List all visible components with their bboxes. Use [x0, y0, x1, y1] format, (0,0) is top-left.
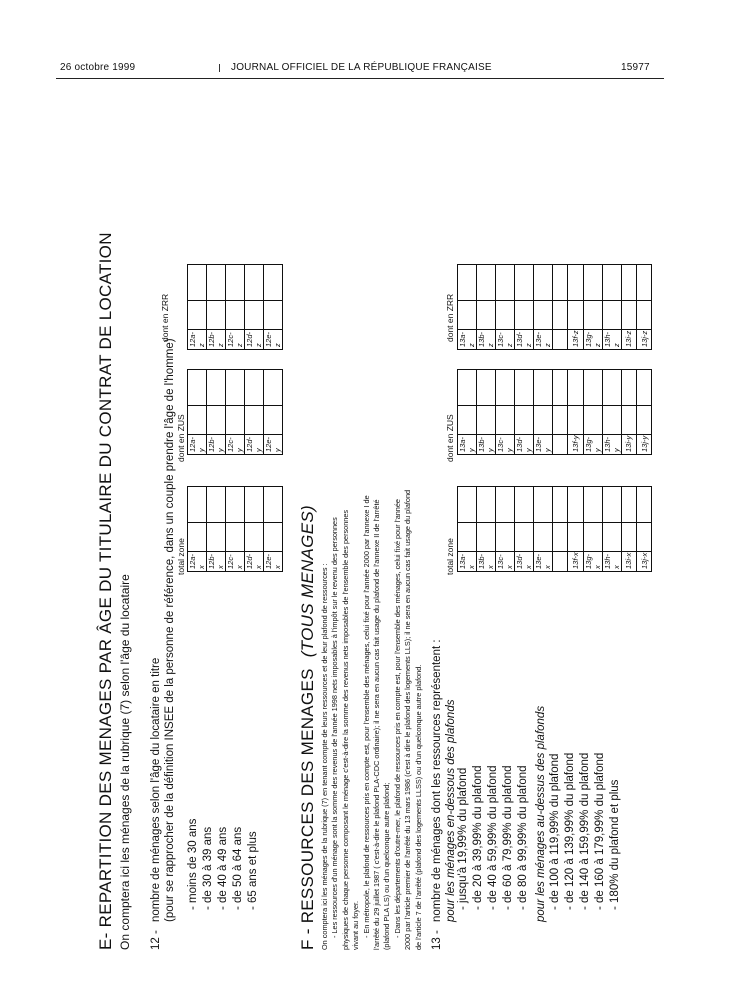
cell-input[interactable] — [583, 265, 602, 301]
cell-input[interactable] — [207, 406, 226, 435]
cell-input[interactable] — [534, 523, 553, 552]
cell-code: 13j-x — [636, 552, 651, 572]
table-row — [621, 265, 636, 350]
cell-code: 13f-z — [568, 330, 583, 350]
cell-code: 12a-x — [188, 552, 207, 572]
cell-code: 13d-x — [515, 552, 534, 572]
cell-input[interactable] — [458, 523, 477, 552]
cell-input[interactable] — [583, 487, 602, 523]
f-row-label: - 180% du plafond et plus — [609, 779, 621, 910]
table-row — [583, 370, 602, 455]
cell-input[interactable] — [458, 301, 477, 330]
cell-input[interactable] — [245, 301, 264, 330]
table-row — [534, 370, 553, 455]
section-e-title: E- REPARTITION DES MENAGES PAR ÂGE DU TITULAIRE DU CONTRAT DE LOCATION — [96, 232, 115, 950]
f-note-line: - En métropole, le plafond de ressources pris en compte est, pour l'ensemble des ménages, celui fixé pour l'année 2000 par l'annexe I de — [361, 495, 371, 938]
cell-input[interactable] — [496, 265, 515, 301]
cell-input[interactable] — [636, 265, 651, 301]
cell-input[interactable] — [245, 370, 264, 406]
table-row — [226, 265, 245, 350]
table-row — [496, 370, 515, 455]
q12-number: 12 - — [150, 930, 162, 950]
cell-input[interactable] — [496, 406, 515, 435]
cell-code: 12d-z — [245, 330, 264, 350]
cell-input[interactable] — [226, 370, 245, 406]
cell-input[interactable] — [553, 523, 568, 552]
table-row — [226, 487, 245, 572]
table-row — [515, 370, 534, 455]
cell-input[interactable] — [515, 301, 534, 330]
cell-input[interactable] — [602, 370, 621, 406]
cell-input[interactable] — [245, 487, 264, 523]
cell-input[interactable] — [264, 487, 283, 523]
cell-code: 13a-y — [458, 435, 477, 455]
section-f-title-italic: (TOUS MENAGES) — [298, 505, 317, 658]
e-table-zrr — [187, 264, 283, 350]
cell-input[interactable] — [583, 406, 602, 435]
cell-input[interactable] — [621, 301, 636, 330]
cell-input[interactable] — [621, 265, 636, 301]
cell-code: 12e-z — [264, 330, 283, 350]
table-row — [245, 487, 264, 572]
table-row — [621, 487, 636, 572]
table-row — [477, 265, 496, 350]
table-row — [583, 265, 602, 350]
cell-input[interactable] — [553, 301, 568, 330]
cell-code: 13i-x — [621, 552, 636, 572]
q12-label: nombre de ménages selon l'âge du locataire en titre — [150, 657, 162, 922]
cell-input[interactable] — [226, 523, 245, 552]
header-journal-title: JOURNAL OFFICIEL DE LA RÉPUBLIQUE FRANÇAISE — [231, 62, 492, 73]
cell-code: 12d-x — [245, 552, 264, 572]
table-row — [207, 265, 226, 350]
cell-code: 13g-x — [583, 552, 602, 572]
cell-input[interactable] — [602, 523, 621, 552]
cell-code: 13c-y — [496, 435, 515, 455]
cell-input[interactable] — [621, 487, 636, 523]
cell-input[interactable] — [458, 370, 477, 406]
table-row — [602, 370, 621, 455]
f-note-line: vivant au foyer. — [351, 900, 361, 950]
e-col-total: total zone — [176, 538, 186, 575]
table-row — [477, 370, 496, 455]
section-f-title-main: F - RESSOURCES DES MENAGES — [298, 668, 317, 950]
cell-input[interactable] — [458, 265, 477, 301]
e-col-zrr: dont en ZRR — [160, 293, 170, 342]
cell-input[interactable] — [458, 487, 477, 523]
f-table-total — [457, 486, 652, 572]
cell-input[interactable] — [534, 370, 553, 406]
f-row-label: - de 60 à 79,99% du plafond — [502, 765, 514, 910]
cell-code: 13c-z — [496, 330, 515, 350]
cell-code: 12c-y — [226, 435, 245, 455]
f-col-total: total zone — [445, 538, 455, 575]
f-table-zus — [457, 369, 652, 455]
table-row — [458, 487, 477, 572]
cell-input[interactable] — [226, 301, 245, 330]
f-note-line: 2000 par l'article premier de l'arrêté du 13 mars 1986 (c'est à dire le plafond des logements LLS); il ne sera en aucun cas fait usage du plafond — [403, 489, 413, 950]
cell-input[interactable] — [515, 265, 534, 301]
cell-input[interactable] — [636, 406, 651, 435]
table-row — [496, 487, 515, 572]
cell-code: 13e-y — [534, 435, 553, 455]
e-row-label: - de 40 à 49 ans — [217, 826, 229, 910]
cell-input[interactable] — [553, 370, 568, 406]
cell-input[interactable] — [188, 301, 207, 330]
f-note-line: - Dans les départements d'outre-mer, le plafond de ressources pris en compte est, pour l'ensemble des ménages, celui fixé pour l'année — [392, 499, 402, 938]
f-row-label: - jusqu'à 19,99% du plafond — [457, 767, 469, 910]
section-f-title — [298, 505, 318, 950]
table-row — [602, 487, 621, 572]
cell-code — [553, 435, 568, 455]
e-row-label: - de 30 à 39 ans — [202, 826, 214, 910]
cell-input[interactable] — [477, 265, 496, 301]
cell-code: 13g-z — [583, 330, 602, 350]
f-row-label: - de 80 à 99,99% du plafond — [517, 765, 529, 910]
cell-code: 12b-x — [207, 552, 226, 572]
cell-code — [553, 330, 568, 350]
table-row — [458, 265, 477, 350]
cell-input[interactable] — [264, 370, 283, 406]
table-row — [568, 265, 583, 350]
cell-code: 13i-y — [621, 435, 636, 455]
cell-input[interactable] — [477, 301, 496, 330]
table-row — [264, 265, 283, 350]
header-page-number: 15977 — [621, 62, 650, 73]
table-row — [636, 370, 651, 455]
f-row-label: - de 40 à 59,99% du plafond — [487, 765, 499, 910]
e-table-total — [187, 486, 283, 572]
cell-input[interactable] — [515, 406, 534, 435]
table-row — [245, 265, 264, 350]
f-row-label: - de 160 à 179,99% du plafond — [594, 752, 606, 910]
cell-code: 12d-y — [245, 435, 264, 455]
cell-code: 12b-z — [207, 330, 226, 350]
cell-input[interactable] — [534, 265, 553, 301]
cell-input[interactable] — [568, 301, 583, 330]
cell-input[interactable] — [226, 265, 245, 301]
cell-code: 13d-y — [515, 435, 534, 455]
cell-input[interactable] — [477, 487, 496, 523]
cell-input[interactable] — [188, 523, 207, 552]
cell-input[interactable] — [636, 301, 651, 330]
cell-input[interactable] — [264, 301, 283, 330]
f-note-line: de l'article 7 de l'arrêté (plafond des logements LLSS) ou d'un quelconque autre plafond. — [413, 664, 423, 950]
f-col-zus: dont en ZUS — [445, 414, 455, 462]
cell-input[interactable] — [583, 523, 602, 552]
table-row — [553, 487, 568, 572]
f-table-zrr — [457, 264, 652, 350]
cell-code: 12c-z — [226, 330, 245, 350]
cell-code: 12c-x — [226, 552, 245, 572]
cell-input[interactable] — [621, 406, 636, 435]
cell-input[interactable] — [188, 370, 207, 406]
cell-input[interactable] — [636, 523, 651, 552]
cell-code: 13b-y — [477, 435, 496, 455]
cell-input[interactable] — [207, 265, 226, 301]
cell-code: 12b-y — [207, 435, 226, 455]
cell-input[interactable] — [621, 523, 636, 552]
cell-input[interactable] — [602, 406, 621, 435]
cell-input[interactable] — [245, 265, 264, 301]
table-row — [515, 487, 534, 572]
header-rule — [56, 78, 664, 79]
cell-input[interactable] — [207, 523, 226, 552]
cell-input[interactable] — [602, 301, 621, 330]
cell-code: 13a-x — [458, 552, 477, 572]
table-row — [188, 487, 207, 572]
f-note-line: - Les ressources d'un ménage sont la somme des revenus de l'année 1998 nets imposables à l'impôt sur le revenu des personnes — [330, 517, 340, 938]
cell-input[interactable] — [496, 301, 515, 330]
cell-input[interactable] — [583, 301, 602, 330]
table-row — [515, 265, 534, 350]
cell-input[interactable] — [568, 487, 583, 523]
table-row — [207, 487, 226, 572]
cell-input[interactable] — [207, 301, 226, 330]
table-row — [188, 370, 207, 455]
cell-input[interactable] — [602, 487, 621, 523]
cell-code: 12a-y — [188, 435, 207, 455]
cell-input[interactable] — [568, 370, 583, 406]
cell-code: 13c-x — [496, 552, 515, 572]
f-note-line: physiques de chaque personne composant le ménage c'est-à-dire la somme des revenus nets imposables de l'ensemble des personnes — [340, 509, 350, 950]
table-row — [621, 370, 636, 455]
cell-code: 13f-x — [568, 552, 583, 572]
cell-code: 13h-x — [602, 552, 621, 572]
cell-code: 13a-z — [458, 330, 477, 350]
cell-input[interactable] — [264, 265, 283, 301]
f-note-line: l'arrêté du 29 juillet 1987 ( c'est-à-dire le plafond PLA-CDC ordinaire); il ne sera en aucun cas fait usage du plafond de l'annexe II de l'arrêté — [372, 499, 381, 950]
cell-input[interactable] — [515, 523, 534, 552]
table-row — [207, 370, 226, 455]
e-row-label: - 65 ans et plus — [247, 831, 259, 910]
cell-input[interactable] — [553, 406, 568, 435]
table-row — [496, 265, 515, 350]
rotated-form-page — [90, 90, 690, 970]
header-tick — [219, 64, 220, 72]
table-row — [568, 370, 583, 455]
cell-code: 12e-y — [264, 435, 283, 455]
cell-input[interactable] — [568, 523, 583, 552]
cell-input[interactable] — [477, 523, 496, 552]
cell-code: 13g-y — [583, 435, 602, 455]
cell-input[interactable] — [553, 265, 568, 301]
q13-label: nombre de ménages dont les ressources représentent : — [431, 639, 443, 922]
cell-input[interactable] — [226, 406, 245, 435]
cell-input[interactable] — [553, 487, 568, 523]
cell-input[interactable] — [515, 487, 534, 523]
e-col-zus: dont en ZUS — [176, 414, 186, 462]
f-row-label: - de 100 à 119,99% du plafond — [549, 753, 561, 910]
table-row — [636, 265, 651, 350]
f-col-zrr: dont en ZRR — [445, 293, 455, 342]
cell-code: 13h-y — [602, 435, 621, 455]
cell-input[interactable] — [636, 370, 651, 406]
cell-input[interactable] — [515, 370, 534, 406]
cell-input[interactable] — [583, 370, 602, 406]
cell-input[interactable] — [568, 265, 583, 301]
cell-code: 13e-x — [534, 552, 553, 572]
cell-input[interactable] — [534, 406, 553, 435]
table-row — [458, 370, 477, 455]
table-row — [583, 487, 602, 572]
cell-input[interactable] — [602, 265, 621, 301]
header-date: 26 octobre 1999 — [60, 62, 136, 73]
cell-input[interactable] — [226, 487, 245, 523]
cell-code: 12a-z — [188, 330, 207, 350]
table-row — [568, 487, 583, 572]
e-row-label: - moins de 30 ans — [187, 818, 199, 910]
cell-input[interactable] — [245, 406, 264, 435]
table-row — [477, 487, 496, 572]
table-row — [226, 370, 245, 455]
cell-input[interactable] — [568, 406, 583, 435]
cell-code: 13h-z — [602, 330, 621, 350]
table-row — [245, 370, 264, 455]
cell-code: 13b-z — [477, 330, 496, 350]
e-row-label: - de 50 à 64 ans — [232, 826, 244, 910]
cell-input[interactable] — [264, 523, 283, 552]
table-row — [264, 370, 283, 455]
cell-input[interactable] — [207, 370, 226, 406]
cell-input[interactable] — [534, 487, 553, 523]
cell-input[interactable] — [496, 487, 515, 523]
cell-code: 13j-y — [636, 435, 651, 455]
q13-sub-above: pour les ménages au-dessus des plafonds — [535, 705, 547, 922]
cell-input[interactable] — [636, 487, 651, 523]
cell-input[interactable] — [245, 523, 264, 552]
cell-input[interactable] — [496, 523, 515, 552]
cell-input[interactable] — [207, 487, 226, 523]
table-row — [188, 265, 207, 350]
table-row — [553, 265, 568, 350]
q13-number: 13 - — [431, 930, 443, 950]
table-row — [553, 370, 568, 455]
e-table-zus — [187, 369, 283, 455]
cell-code: 12e-x — [264, 552, 283, 572]
cell-code: 13f-y — [568, 435, 583, 455]
table-row — [602, 265, 621, 350]
cell-input[interactable] — [188, 487, 207, 523]
cell-input[interactable] — [477, 406, 496, 435]
q12-note: (pour se rapprocher de la définition INSEE de la personne de référence, dans un couple prendre l'âge de l'homme) — [164, 338, 176, 922]
cell-code: 13j-z — [636, 330, 651, 350]
f-note-line: On comptera ici les ménages de la rubrique (7) en tenant compte de leurs ressources et de leur plafond de ressources : — [320, 563, 329, 950]
cell-code: 13b-x — [477, 552, 496, 572]
cell-input[interactable] — [188, 406, 207, 435]
cell-code: 13e-z — [534, 330, 553, 350]
cell-input[interactable] — [264, 406, 283, 435]
cell-code: 13i-z — [621, 330, 636, 350]
table-row — [534, 265, 553, 350]
section-e-subtitle: On comptera ici les ménages de la rubrique (7) selon l'âge du locataire — [118, 574, 132, 950]
f-row-label: - de 140 à 159,99% du plafond — [579, 752, 591, 910]
f-note-line: (plafond PLA LS) ou d'un quelconque autre plafond; — [382, 782, 392, 950]
cell-input[interactable] — [621, 370, 636, 406]
table-row — [534, 487, 553, 572]
cell-input[interactable] — [458, 406, 477, 435]
f-row-label: - de 120 à 139,99% du plafond — [564, 752, 576, 910]
q13-sub-below: pour les ménages en-dessous des plafonds — [445, 699, 457, 922]
cell-input[interactable] — [534, 301, 553, 330]
table-row — [636, 487, 651, 572]
cell-input[interactable] — [188, 265, 207, 301]
table-row — [264, 487, 283, 572]
cell-code — [553, 552, 568, 572]
f-row-label: - de 20 à 39,99% du plafond — [472, 765, 484, 910]
cell-code: 13d-z — [515, 330, 534, 350]
cell-input[interactable] — [477, 370, 496, 406]
cell-input[interactable] — [496, 370, 515, 406]
